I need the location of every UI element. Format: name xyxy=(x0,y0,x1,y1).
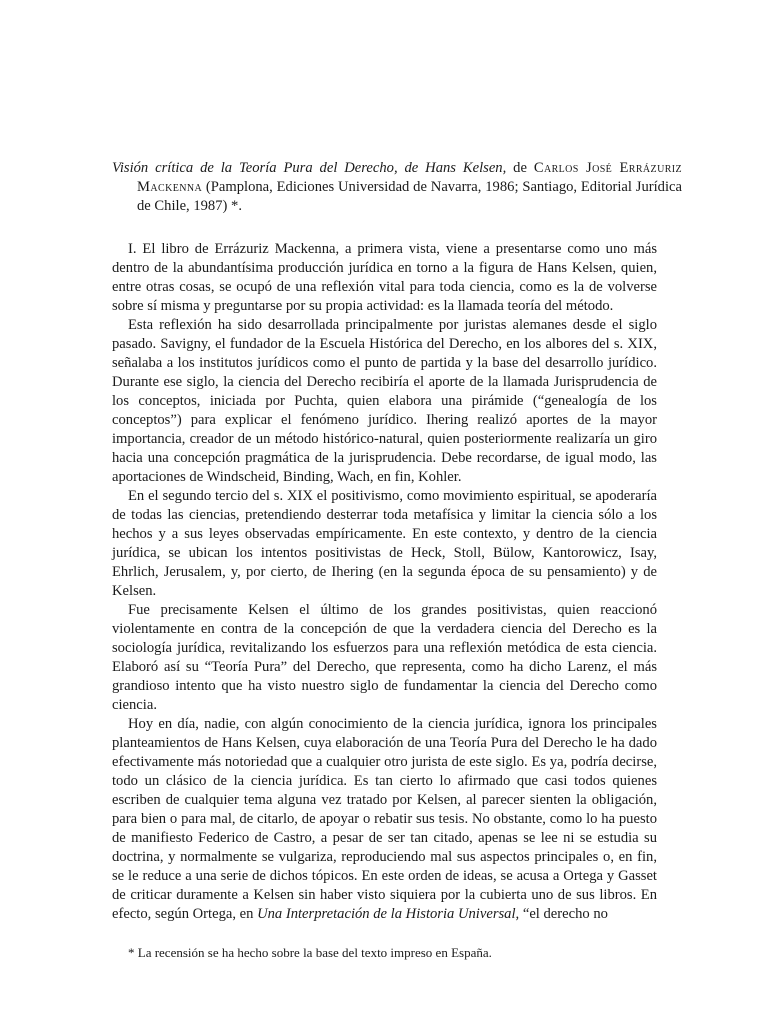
paragraph-3: En el segundo tercio del s. XIX el positivismo, como movimiento espiritual, se apoderaría de todas las ciencias, pretendiendo desterrar toda metafísica y limitar la ciencia sólo a los hechos y a sus leyes observadas empíricamente. En este contexto, y dentro de la ciencia jurídica, se ubican los intentos positivistas de Heck, Stoll, Bülow, Kantorowicz, Isay, Ehrlich, Jerusalem, y, por cierto, de Ihering (en la segunda época de su pensamiento) y de Kelsen. xyxy=(112,488,657,599)
footnote: * La recensión se ha hecho sobre la base del texto impreso en España. xyxy=(128,945,492,960)
header-de: de xyxy=(506,160,534,176)
paragraph-2: Esta reflexión ha sido desarrollada principalmente por juristas alemanes desde el siglo pasado. Savigny, el fundador de la Escuela Histórica del Derecho, en los albores del s. XIX, señalaba a los institutos jurídicos como el punto de partida y la base del desarrollo jurídico. Durante ese siglo, la ciencia del Derecho recibiría el aporte de la llamada Jurisprudencia de los conceptos, iniciada por Puchta, quien elabora una pirámide (“genealogía de los conceptos”) para explicar el fenómeno jurídico. Ihering realizó aportes de la mayor importancia, creador de un método histórico-natural, quien posteriormente realizaría un giro hacia una concepción pragmática de la jurisprudencia. Debe recordarse, de igual modo, las aportaciones de Windscheid, Binding, Wach, en fin, Kohler. xyxy=(112,317,657,485)
paragraph-5 xyxy=(112,715,657,924)
publication-info: (Pamplona, Ediciones Universidad de Navarra, 1986; Santiago, Editorial Jurídica de Chile, 1987) *. xyxy=(137,179,682,214)
paragraph-4: Fue precisamente Kelsen el último de los grandes positivistas, quien reaccionó violentamente en contra de la concepción de que la verdadera ciencia del Derecho es la sociología jurídica, revitalizando los esfuerzos para una reflexión metódica de esta ciencia. Elaboró así su “Teoría Pura” del Derecho, que representa, como ha dicho Larenz, el más grandioso intento que ha visto nuestro siglo de fundamentar la ciencia del Derecho como ciencia. xyxy=(112,602,657,713)
cited-work-title: Una Interpretación de la Historia Universal, xyxy=(257,906,520,922)
paragraph-5-continuation: “el derecho no xyxy=(519,906,608,922)
paragraph-5-text: Hoy en día, nadie, con algún conocimiento de la ciencia jurídica, ignora los principales planteamientos de Hans Kelsen, cuya elaboración de una Teoría Pura del Derecho le ha dado efectivamente más notoriedad que a cualquier otro jurista de este siglo. Es ya, podría decirse, todo un clásico de la ciencia jurídica. Es tan cierto lo afirmado que casi todos quienes escriben de cualquier tema alguna vez tratado por Kelsen, al parecer sienten la obligación, para bien o para mal, de citarlo, de apoyar o rebatir sus tesis. No obstante, como lo ha puesto de manifiesto Federico de Castro, a pesar de ser tan citado, apenas se lee ni se estudia su doctrina, y normalmente se vulgariza, reproduciendo mal sus aspectos principales o, en fin, se le reduce a una serie de dichos tópicos. En este orden de ideas, se acusa a Ortega y Gasset de criticar duramente a Kelsen sin haber visto siquiera por la cubierta uno de sus libros. En efecto, según Ortega, en xyxy=(112,716,657,922)
review-body xyxy=(112,240,657,924)
review-header xyxy=(112,159,682,216)
book-author: Carlos José Errázuriz Mackenna xyxy=(137,160,682,195)
book-title: Visión crítica de la Teoría Pura del Derecho, de Hans Kelsen, xyxy=(112,160,507,176)
paragraph-1: I. El libro de Errázuriz Mackenna, a primera vista, viene a presentarse como uno más dentro de la abundantísima producción jurídica en torno a la figura de Hans Kelsen, quien, entre otras cosas, se ocupó de una reflexión vital para toda ciencia, como es la de volverse sobre sí misma y preguntarse por su propia actividad: es la llamada teoría del método. xyxy=(112,241,657,314)
